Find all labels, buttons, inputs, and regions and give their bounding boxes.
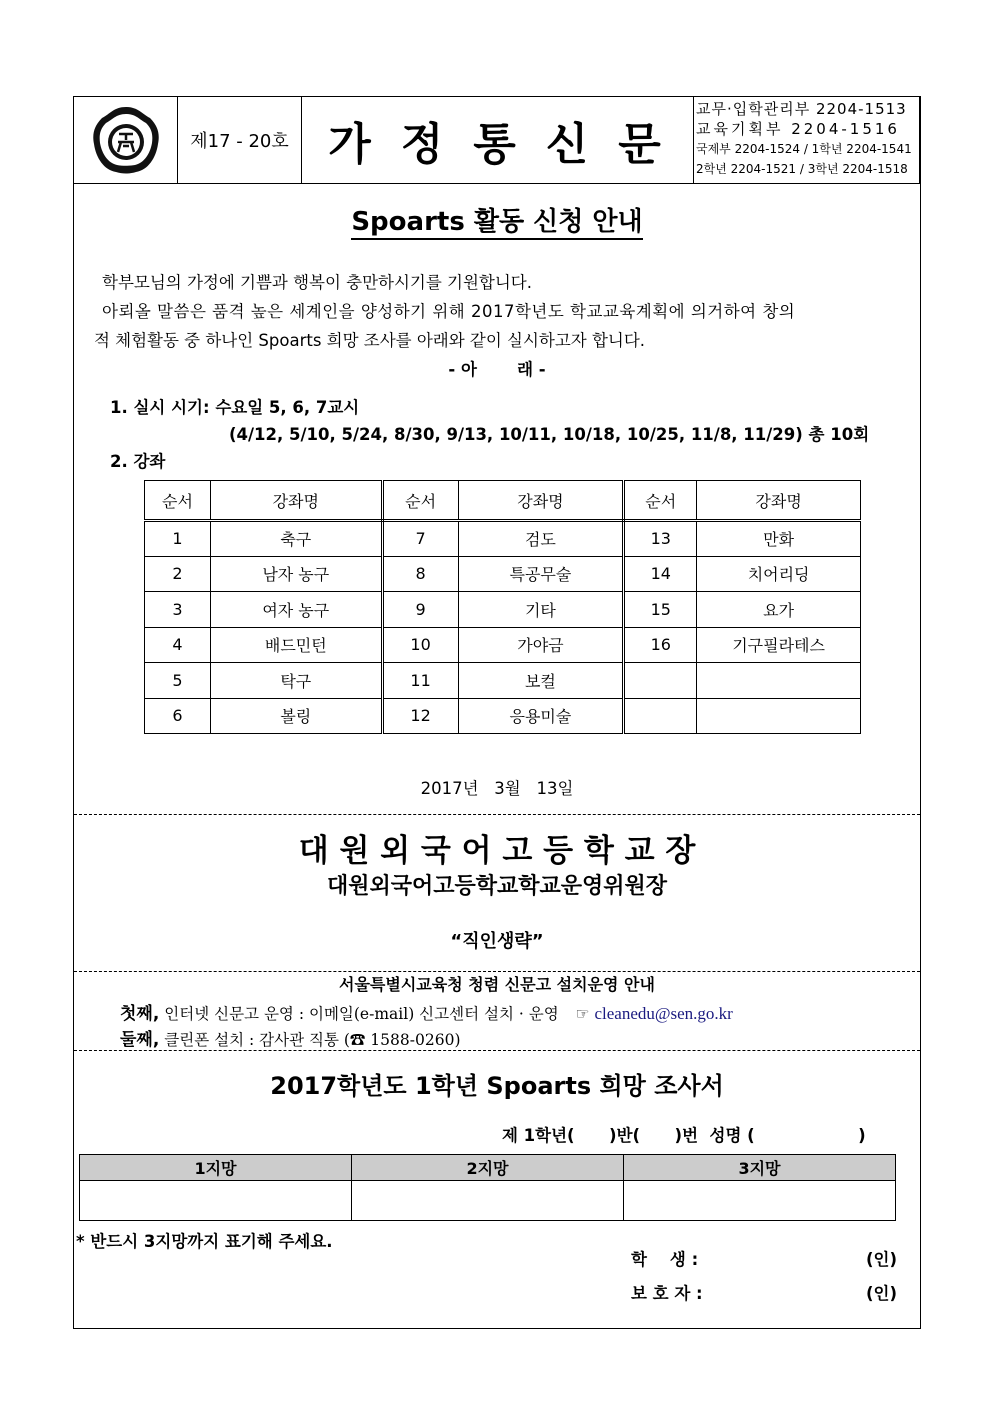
clean-email-link[interactable]: cleanedu@sen.go.kr (594, 1004, 733, 1023)
table-cell: 특공무술 (458, 556, 624, 592)
survey-note: * 반드시 3지망까지 표기해 주세요. (76, 1232, 333, 1251)
contact-line: 교무·입학관리부 2204-1513 (696, 100, 907, 118)
choice-header-1: 1지망 (80, 1155, 352, 1181)
table-row (145, 698, 861, 734)
survey-title: 2017학년도 1학년 Spoarts 희망 조사서 (270, 1072, 724, 1100)
table-row (145, 592, 861, 628)
table-cell: 2 (145, 556, 211, 592)
student-sign-label: 학 생 : (631, 1250, 699, 1269)
intro-line: 아뢰올 말씀은 품격 높은 세계인을 양성하기 위해 2017학년도 학교교육계획에 의거하여 창의 (102, 302, 796, 321)
table-row (145, 556, 861, 592)
table-cell: 5 (145, 663, 211, 699)
table-cell: 치어리딩 (697, 556, 861, 592)
table-cell: 기타 (458, 592, 624, 628)
table-cell: 축구 (210, 521, 382, 557)
divider (74, 814, 920, 815)
notice-title-wrap (74, 201, 920, 238)
table-cell: 3 (145, 592, 211, 628)
school-logo (74, 97, 178, 183)
course-table (144, 480, 861, 734)
table-header-row (145, 481, 861, 521)
table-cell: 8 (382, 556, 458, 592)
table-cell: 기구필라테스 (697, 627, 861, 663)
contact-line: 국제부 2204-1524 / 1학년 2204-1541 (696, 142, 912, 156)
intro-line-cont: 적 체험활동 중 하나인 Spoarts 희망 조사를 아래와 같이 실시하고자 합니다. (94, 331, 646, 350)
table-row (145, 627, 861, 663)
table-cell: 14 (624, 556, 697, 592)
newsletter-title: 가정통신문 (302, 97, 694, 183)
notice-title: Spoarts 활동 신청 안내 (351, 207, 642, 240)
principal-name: 대 원 외 국 어 고 등 학 교 장 (298, 833, 696, 869)
table-cell: 10 (382, 627, 458, 663)
below-heading: - 아 래 - (448, 360, 546, 379)
table-cell: 4 (145, 627, 211, 663)
greeting-line: 학부모님의 가정에 기쁨과 행복이 충만하시기를 기원합니다. (102, 273, 532, 292)
choice-header-3: 3지망 (624, 1155, 896, 1181)
table-cell: 응용미술 (458, 698, 624, 734)
table-cell (697, 698, 861, 734)
col-header: 순서 (145, 481, 211, 521)
table-row (80, 1181, 896, 1221)
table-cell: 가야금 (458, 627, 624, 663)
col-header: 강좌명 (458, 481, 624, 521)
table-cell: 탁구 (210, 663, 382, 699)
table-cell: 12 (382, 698, 458, 734)
table-cell: 볼링 (210, 698, 382, 734)
table-cell: 6 (145, 698, 211, 734)
contact-line: 교육기획부 2204-1516 (696, 120, 900, 138)
second-text: 클린폰 설치 : 감사관 직통 (☎ 1588-0260) (164, 1031, 461, 1049)
col-header: 순서 (624, 481, 697, 521)
schedule-dates: (4/12, 5/10, 5/24, 8/30, 9/13, 10/11, 10/18, 10/25, 11/8, 11/29) 총 10회 (229, 425, 870, 444)
divider (74, 1050, 920, 1051)
table-cell: 13 (624, 521, 697, 557)
notice-date: 2017년 3월 13일 (420, 779, 574, 798)
courses-item: 2. 강좌 (110, 452, 166, 471)
choice-field-3[interactable] (624, 1181, 896, 1221)
committee-name: 대원외국어고등학교학교운영위원장 (326, 874, 668, 899)
preference-table (79, 1154, 896, 1221)
table-cell: 9 (382, 592, 458, 628)
col-header: 순서 (382, 481, 458, 521)
schedule-item: 1. 실시 시기: 수요일 5, 6, 7교시 (110, 398, 360, 417)
clean-title: 서울특별시교육청 청렴 신문고 설치운영 안내 (339, 975, 655, 994)
table-cell: 여자 농구 (210, 592, 382, 628)
parent-sign-label: 보 호 자 : (631, 1284, 703, 1303)
col-header: 강좌명 (210, 481, 382, 521)
table-cell: 배드민턴 (210, 627, 382, 663)
second-label: 둘째, (120, 1030, 160, 1050)
choice-field-1[interactable] (80, 1181, 352, 1221)
clean-first (120, 999, 733, 1029)
table-cell: 7 (382, 521, 458, 557)
newsletter-header (74, 97, 920, 184)
student-info-line[interactable]: 제 1학년( )반( )번 성명 ( ) (502, 1126, 866, 1145)
first-label: 첫째, (120, 1004, 160, 1024)
table-cell: 검도 (458, 521, 624, 557)
school-emblem-icon (90, 104, 162, 176)
table-cell (624, 663, 697, 699)
pointer-icon: ☞ (575, 1005, 590, 1023)
parent-seal[interactable]: (인) (866, 1284, 898, 1303)
table-cell (697, 663, 861, 699)
table-cell: 요가 (697, 592, 861, 628)
choice-header-2: 2지망 (352, 1155, 624, 1181)
table-header-row (80, 1155, 896, 1181)
issue-number: 제17 - 20호 (178, 97, 302, 183)
table-row (145, 521, 861, 557)
table-row (145, 663, 861, 699)
student-seal[interactable]: (인) (866, 1250, 898, 1269)
table-cell: 16 (624, 627, 697, 663)
table-cell (624, 698, 697, 734)
document-frame (73, 96, 921, 1329)
table-cell: 15 (624, 592, 697, 628)
choice-field-2[interactable] (352, 1181, 624, 1221)
first-text: 인터넷 신문고 운영 : 이메일(e-mail) 신고센터 설치 · 운영 (164, 1005, 559, 1023)
contact-list (694, 97, 920, 183)
contact-line: 2학년 2204-1521 / 3학년 2204-1518 (696, 162, 908, 176)
seal-omitted: “직인생략” (450, 931, 544, 952)
table-cell: 11 (382, 663, 458, 699)
col-header: 강좌명 (697, 481, 861, 521)
table-cell: 보컬 (458, 663, 624, 699)
table-cell: 1 (145, 521, 211, 557)
table-cell: 만화 (697, 521, 861, 557)
table-cell: 남자 농구 (210, 556, 382, 592)
